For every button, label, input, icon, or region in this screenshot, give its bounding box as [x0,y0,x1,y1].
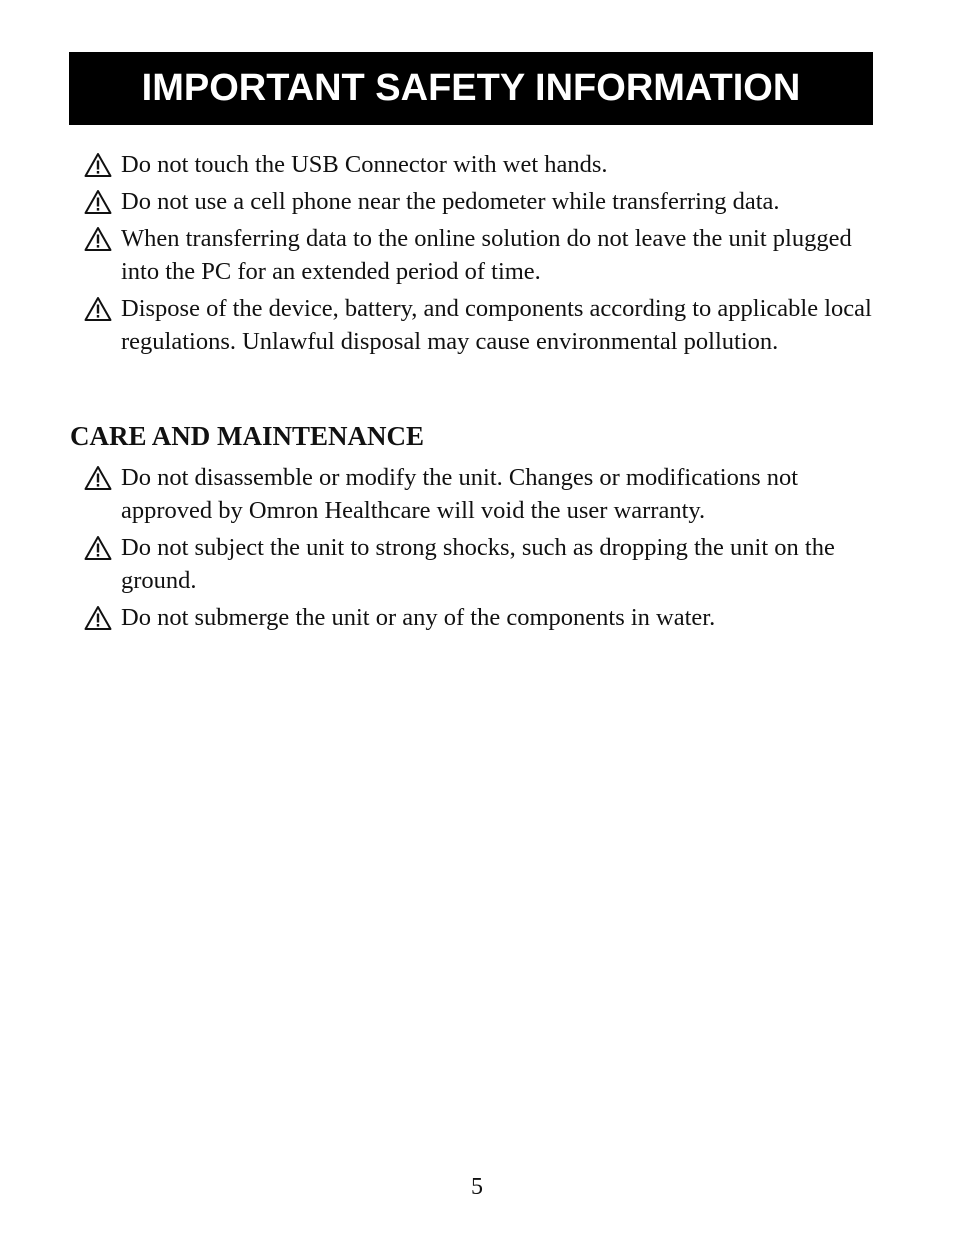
care-text: Do not submerge the unit or any of the components in water. [121,604,716,631]
warning-triangle-icon [84,605,112,631]
warning-item [84,222,874,288]
warning-triangle-icon [84,226,112,252]
care-text: Do not subject the unit to strong shocks, such as dropping the unit on the ground. [121,534,835,594]
care-item [84,601,874,634]
care-text: Do not disassemble or modify the unit. Changes or modifications not approved by Omron Healthcare will void the user warranty. [121,464,799,524]
safety-warning-list [84,148,874,362]
warning-triangle-icon [84,152,112,178]
warning-text: When transferring data to the online solution do not leave the unit plugged into the PC for an extended period of time. [121,225,852,285]
warning-triangle-icon [84,296,112,322]
care-item [84,531,874,597]
care-item [84,461,874,527]
warning-triangle-icon [84,189,112,215]
care-warning-list [84,461,874,638]
warning-text: Do not use a cell phone near the pedometer while transferring data. [121,188,780,215]
warning-text: Do not touch the USB Connector with wet hands. [121,151,608,178]
safety-banner [69,52,873,125]
warning-item [84,292,874,358]
warning-text: Dispose of the device, battery, and components according to applicable local regulations. Unlawful disposal may cause environmental pollution. [121,295,872,355]
warning-triangle-icon [84,465,112,491]
page-number: 5 [471,1174,483,1200]
warning-item [84,185,874,218]
banner-title: IMPORTANT SAFETY INFORMATION [141,67,801,109]
warning-item [84,148,874,181]
warning-triangle-icon [84,535,112,561]
care-maintenance-heading: CARE AND MAINTENANCE [70,421,425,451]
